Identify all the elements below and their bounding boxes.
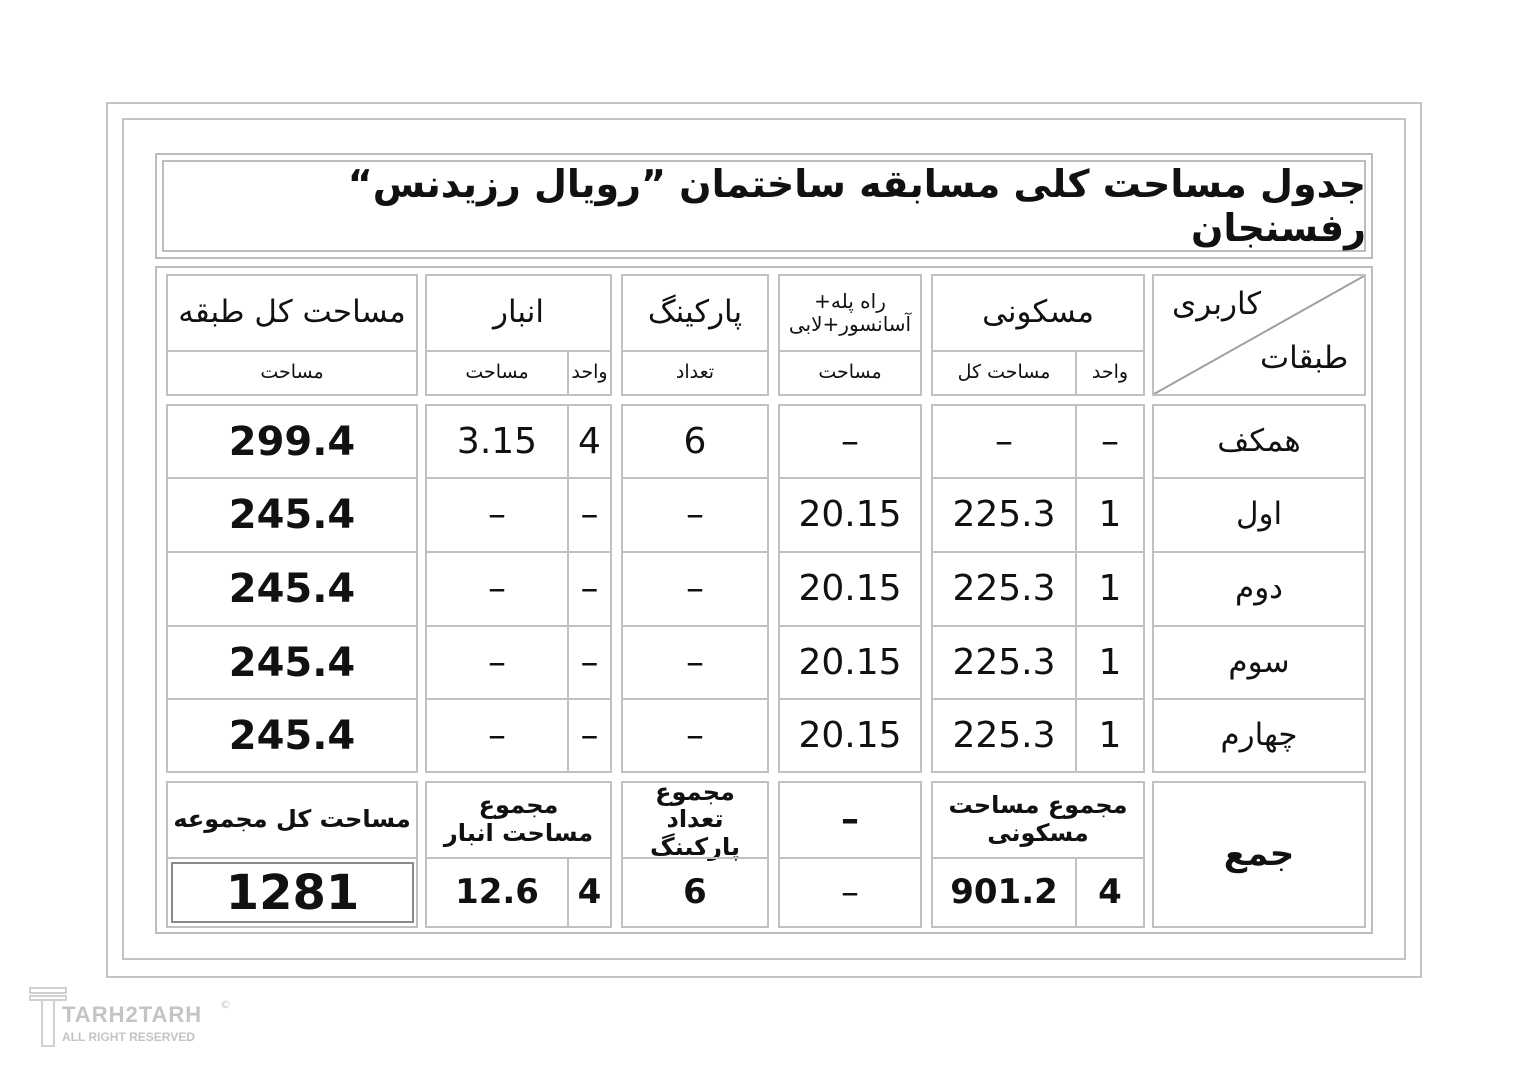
logo-name: TARH2TARH xyxy=(62,1002,203,1027)
res-area-cell: – xyxy=(931,404,1077,479)
storage-area-subheader: مساحت xyxy=(425,350,569,396)
parking-cell: 6 xyxy=(621,404,769,479)
stair-sum-label: – xyxy=(778,781,922,859)
logo-subtitle: ALL RIGHT RESERVED xyxy=(62,1030,195,1044)
res-sum-unit: 4 xyxy=(1075,857,1145,928)
parking-sum-value: 6 xyxy=(621,857,769,928)
storage-area-cell: 3.15 xyxy=(425,404,569,479)
parking-cell: – xyxy=(621,551,769,627)
usage-header: کاربری xyxy=(1172,286,1262,322)
floor-total-cell: 245.4 xyxy=(166,698,418,773)
res-sum-area: 901.2 xyxy=(931,857,1077,928)
floor-name: سوم xyxy=(1152,625,1366,700)
res-unit-cell: – xyxy=(1075,404,1145,479)
stair-cell: 20.15 xyxy=(778,625,922,700)
storage-area-cell: – xyxy=(425,477,569,553)
storage-unit-cell: – xyxy=(567,698,612,773)
storage-sum-label: مجموع مساحت انبار xyxy=(425,781,612,859)
storage-header: انبار xyxy=(425,274,612,352)
storage-unit-cell: – xyxy=(567,551,612,627)
stair-area-subheader: مساحت xyxy=(778,350,922,396)
storage-sum-area: 12.6 xyxy=(425,857,569,928)
total-sum-label: مساحت کل مجموعه xyxy=(166,781,418,859)
res-unit-subheader: واحد xyxy=(1075,350,1145,396)
res-area-cell: 225.3 xyxy=(931,698,1077,773)
stair-cell: 20.15 xyxy=(778,477,922,553)
storage-area-cell: – xyxy=(425,551,569,627)
floor-total-cell: 245.4 xyxy=(166,551,418,627)
sum-label: جمع xyxy=(1152,781,1366,928)
parking-cell: – xyxy=(621,477,769,553)
stair-sum-value: – xyxy=(778,857,922,928)
residential-header: مسکونی xyxy=(931,274,1145,352)
floor-total-cell: 299.4 xyxy=(166,404,418,479)
floor-total-header: مساحت کل طبقه xyxy=(166,274,418,352)
copyright-icon: © xyxy=(220,998,231,1011)
page-title: جدول مساحت کلی مسابقه ساختمان ”رویال رزیدنس“ رفسنجان xyxy=(347,162,1366,250)
stair-cell: 20.15 xyxy=(778,551,922,627)
floor-name: چهارم xyxy=(1152,698,1366,773)
res-area-subheader: مساحت کل xyxy=(931,350,1077,396)
storage-sum-unit: 4 xyxy=(567,857,612,928)
storage-unit-cell: – xyxy=(567,625,612,700)
watermark-logo xyxy=(28,986,238,1056)
parking-sum-label: مجموع تعداد پارکینگ xyxy=(621,781,769,859)
res-unit-cell: 1 xyxy=(1075,551,1145,627)
stair-cell: 20.15 xyxy=(778,698,922,773)
res-area-cell: 225.3 xyxy=(931,477,1077,553)
parking-header: پارکینگ xyxy=(621,274,769,352)
floor-area-subheader: مساحت xyxy=(166,350,418,396)
storage-area-cell: – xyxy=(425,698,569,773)
floor-name: اول xyxy=(1152,477,1366,553)
floor-name: همکف xyxy=(1152,404,1366,479)
parking-count-subheader: تعداد xyxy=(621,350,769,396)
res-unit-cell: 1 xyxy=(1075,698,1145,773)
grand-total: 1281 xyxy=(171,862,414,923)
floors-header: طبقات xyxy=(1260,340,1349,376)
storage-unit-subheader: واحد xyxy=(567,350,612,396)
floor-name: دوم xyxy=(1152,551,1366,627)
storage-unit-cell: 4 xyxy=(567,404,612,479)
res-area-cell: 225.3 xyxy=(931,551,1077,627)
res-area-cell: 225.3 xyxy=(931,625,1077,700)
res-sum-label: مجموع مساحت مسکونی xyxy=(931,781,1145,859)
storage-area-cell: – xyxy=(425,625,569,700)
floor-total-cell: 245.4 xyxy=(166,625,418,700)
stair-cell: – xyxy=(778,404,922,479)
stair-header: راه پله+ آسانسور+لابی xyxy=(778,274,922,352)
storage-unit-cell: – xyxy=(567,477,612,553)
res-unit-cell: 1 xyxy=(1075,625,1145,700)
parking-cell: – xyxy=(621,698,769,773)
parking-cell: – xyxy=(621,625,769,700)
res-unit-cell: 1 xyxy=(1075,477,1145,553)
floor-total-cell: 245.4 xyxy=(166,477,418,553)
